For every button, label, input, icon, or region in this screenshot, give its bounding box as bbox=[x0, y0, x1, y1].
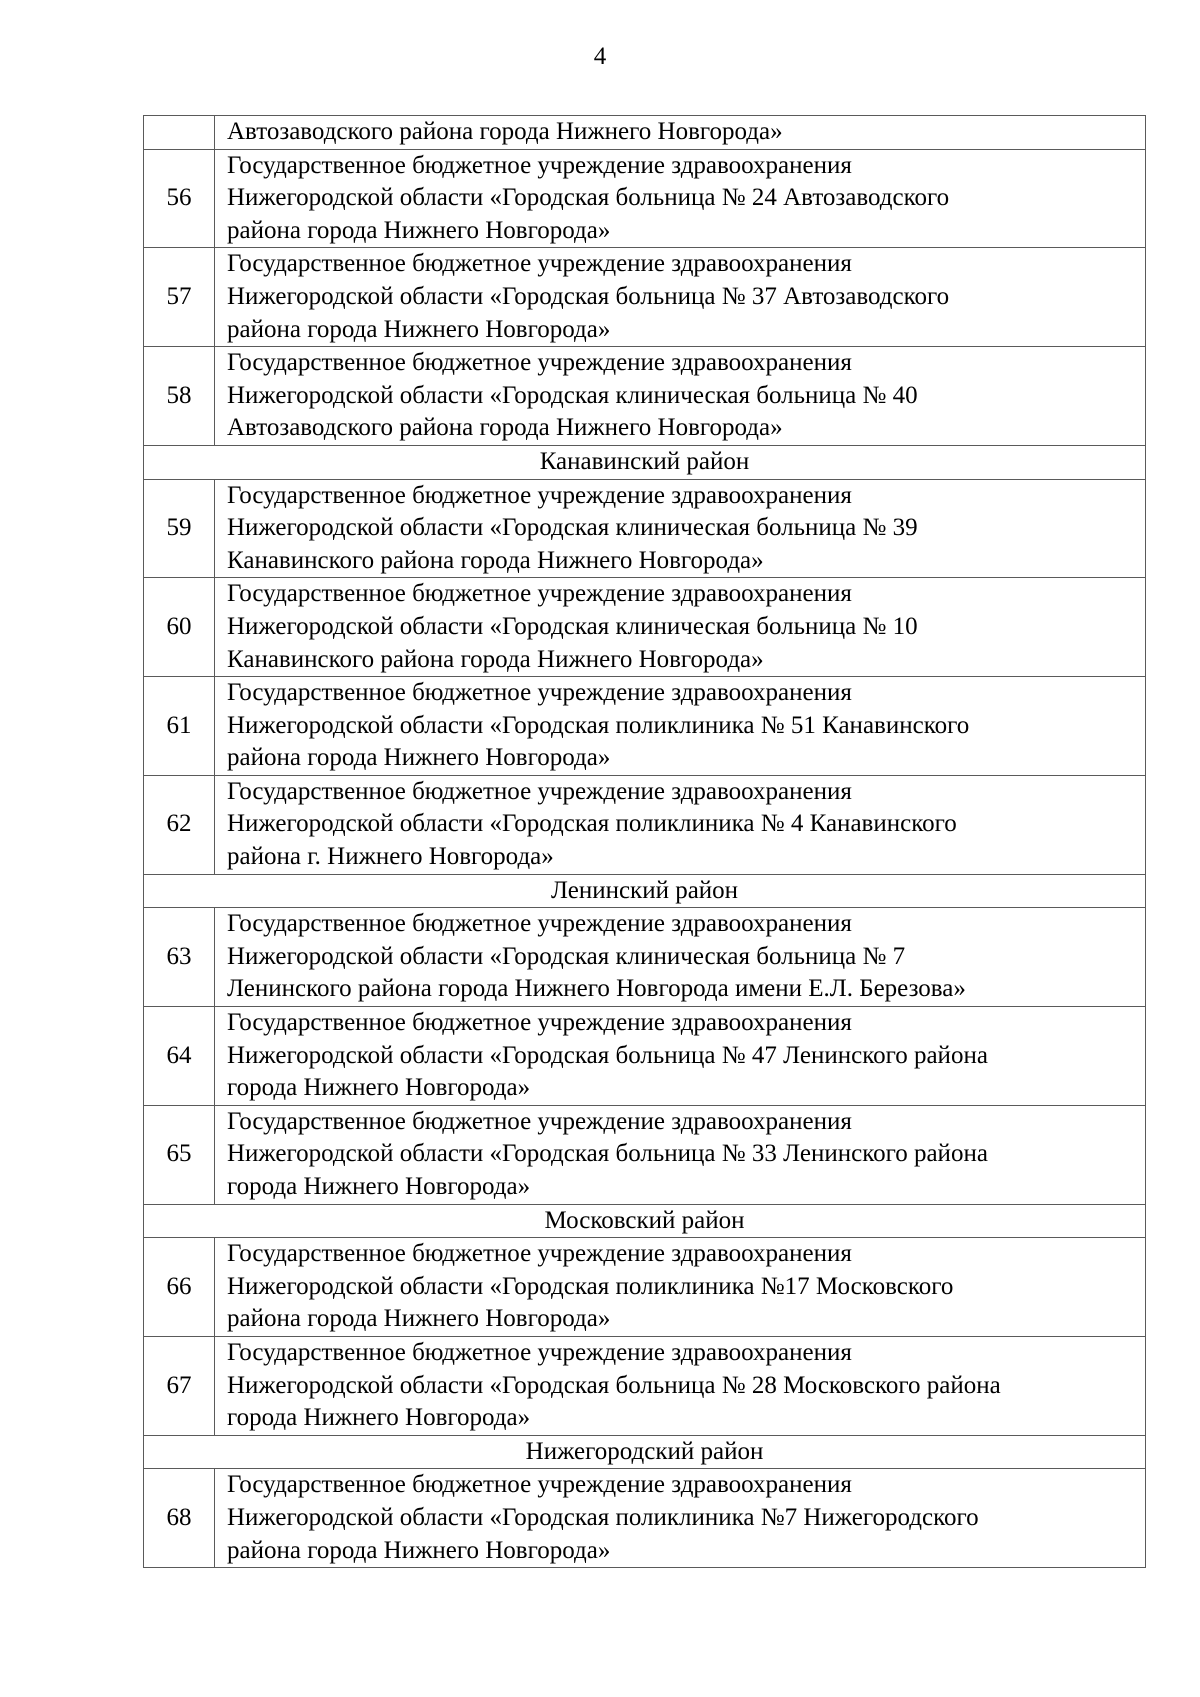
institution-name-line: Автозаводского района города Нижнего Новгорода» bbox=[227, 118, 783, 145]
institution-name-line: Автозаводского района города Нижнего Новгорода» bbox=[227, 414, 783, 442]
table-row bbox=[144, 775, 1146, 874]
district-section-title: Нижегородский район bbox=[144, 1435, 1146, 1469]
institution-name-line: Нижегородской области «Городская клиническая больница № 7 bbox=[227, 942, 906, 970]
institution-name-line: Государственное бюджетное учреждение здравоохранения bbox=[227, 910, 852, 938]
row-number-cell: 57 bbox=[144, 248, 215, 347]
institution-name-line: района города Нижнего Новгорода» bbox=[227, 1305, 611, 1333]
institution-name-line: Нижегородской области «Городская поликлиника № 4 Канавинского bbox=[227, 810, 957, 838]
institution-name-line: Нижегородской области «Городская клиническая больница № 40 bbox=[227, 381, 918, 409]
table-row bbox=[144, 149, 1146, 248]
institution-name-line: Нижегородской области «Городская больница № 37 Автозаводского bbox=[227, 282, 950, 310]
institution-name-line: Нижегородской области «Городская клиническая больница № 39 bbox=[227, 514, 918, 542]
district-section-row bbox=[144, 874, 1146, 908]
district-section-title: Московский район bbox=[144, 1204, 1146, 1238]
institution-name-line: Нижегородской области «Городская поликлиника №7 Нижегородского bbox=[227, 1503, 979, 1531]
institution-name-cell bbox=[215, 149, 1146, 248]
institution-name-line: Нижегородской области «Городская поликлиника № 51 Канавинского bbox=[227, 711, 970, 739]
table-row bbox=[144, 479, 1146, 578]
institution-name-line: Канавинского района города Нижнего Новгорода» bbox=[227, 645, 764, 673]
row-number-cell: 66 bbox=[144, 1238, 215, 1337]
institution-name-line: района города Нижнего Новгорода» bbox=[227, 315, 611, 343]
institution-name-line: Государственное бюджетное учреждение здравоохранения bbox=[227, 580, 852, 608]
institution-name-line: Государственное бюджетное учреждение здравоохранения bbox=[227, 1338, 852, 1366]
table-row bbox=[144, 578, 1146, 677]
institutions-table-body bbox=[144, 116, 1146, 1568]
table-row bbox=[144, 347, 1146, 446]
row-number-cell: 61 bbox=[144, 677, 215, 776]
institution-name-line: Государственное бюджетное учреждение здравоохранения bbox=[227, 777, 852, 805]
institution-name-line: района города Нижнего Новгорода» bbox=[227, 216, 611, 244]
row-number-cell: 56 bbox=[144, 149, 215, 248]
table-row bbox=[144, 248, 1146, 347]
institution-name-line: города Нижнего Новгорода» bbox=[227, 1404, 531, 1432]
institution-name-line: Нижегородской области «Городская больница № 47 Ленинского района bbox=[227, 1041, 988, 1069]
institution-name-line: Государственное бюджетное учреждение здравоохранения bbox=[227, 349, 852, 377]
institution-name-cell bbox=[215, 1469, 1146, 1568]
institution-name-line: Государственное бюджетное учреждение здравоохранения bbox=[227, 1471, 852, 1499]
institution-name-line: Государственное бюджетное учреждение здравоохранения bbox=[227, 1009, 852, 1037]
table-row bbox=[144, 1336, 1146, 1435]
institution-name-line: Канавинского района города Нижнего Новгорода» bbox=[227, 546, 764, 574]
institution-name-line: Нижегородской области «Городская клиническая больница № 10 bbox=[227, 612, 918, 640]
institution-name-line: Государственное бюджетное учреждение здравоохранения bbox=[227, 481, 852, 509]
institution-name-cell bbox=[215, 1336, 1146, 1435]
page-number: 4 bbox=[593, 43, 607, 70]
institution-name-line: Государственное бюджетное учреждение здравоохранения bbox=[227, 1107, 852, 1135]
institution-name-line: района города Нижнего Новгорода» bbox=[227, 1536, 611, 1564]
table-row bbox=[144, 908, 1146, 1007]
institution-name-line: Нижегородской области «Городская больница № 33 Ленинского района bbox=[227, 1140, 988, 1168]
institution-name-line: Государственное бюджетное учреждение здравоохранения bbox=[227, 250, 852, 278]
institution-name-cell bbox=[215, 775, 1146, 874]
institution-name-line: Государственное бюджетное учреждение здравоохранения bbox=[227, 679, 852, 707]
institutions-table bbox=[143, 115, 1146, 1568]
row-number-cell: 64 bbox=[144, 1007, 215, 1106]
institution-name-line: района г. Нижнего Новгорода» bbox=[227, 843, 554, 871]
row-number-cell: 67 bbox=[144, 1336, 215, 1435]
table-row bbox=[144, 1238, 1146, 1337]
institution-name-cell bbox=[215, 116, 1146, 150]
district-section-title: Канавинский район bbox=[144, 445, 1146, 479]
institution-name-cell bbox=[215, 677, 1146, 776]
institution-name-cell bbox=[215, 347, 1146, 446]
institution-name-line: района города Нижнего Новгорода» bbox=[227, 744, 611, 772]
district-section-row bbox=[144, 1435, 1146, 1469]
district-section-row bbox=[144, 1204, 1146, 1238]
institution-name-cell bbox=[215, 1105, 1146, 1204]
row-number-cell: 58 bbox=[144, 347, 215, 446]
institution-name-line: города Нижнего Новгорода» bbox=[227, 1173, 531, 1200]
institution-name-cell bbox=[215, 578, 1146, 677]
district-section-row bbox=[144, 445, 1146, 479]
row-number-cell bbox=[144, 116, 215, 150]
table-row bbox=[144, 677, 1146, 776]
table-row bbox=[144, 1105, 1146, 1204]
row-number-cell: 62 bbox=[144, 775, 215, 874]
institution-name-cell bbox=[215, 248, 1146, 347]
institution-name-line: города Нижнего Новгорода» bbox=[227, 1074, 531, 1102]
row-number-cell: 68 bbox=[144, 1469, 215, 1568]
institution-name-line: Ленинского района города Нижнего Новгорода имени Е.Л. Березова» bbox=[227, 975, 966, 1003]
institution-name-line: Нижегородской области «Городская больница № 28 Московского района bbox=[227, 1371, 1001, 1399]
row-number-cell: 59 bbox=[144, 479, 215, 578]
row-number-cell: 63 bbox=[144, 908, 215, 1007]
institution-name-cell bbox=[215, 1238, 1146, 1337]
row-number-cell: 65 bbox=[144, 1105, 215, 1204]
institution-name-line: Государственное бюджетное учреждение здравоохранения bbox=[227, 1240, 852, 1268]
table-row bbox=[144, 1469, 1146, 1568]
district-section-title: Ленинский район bbox=[144, 874, 1146, 908]
row-number-cell: 60 bbox=[144, 578, 215, 677]
institution-name-line: Нижегородской области «Городская поликлиника №17 Московского bbox=[227, 1272, 954, 1300]
institution-name-cell bbox=[215, 479, 1146, 578]
institution-name-line: Государственное бюджетное учреждение здравоохранения bbox=[227, 151, 852, 179]
table-row bbox=[144, 1007, 1146, 1106]
institution-name-cell bbox=[215, 908, 1146, 1007]
institution-name-line: Нижегородской области «Городская больница № 24 Автозаводского bbox=[227, 184, 950, 212]
table-row-continuation bbox=[144, 116, 1146, 150]
institution-name-cell bbox=[215, 1007, 1146, 1106]
